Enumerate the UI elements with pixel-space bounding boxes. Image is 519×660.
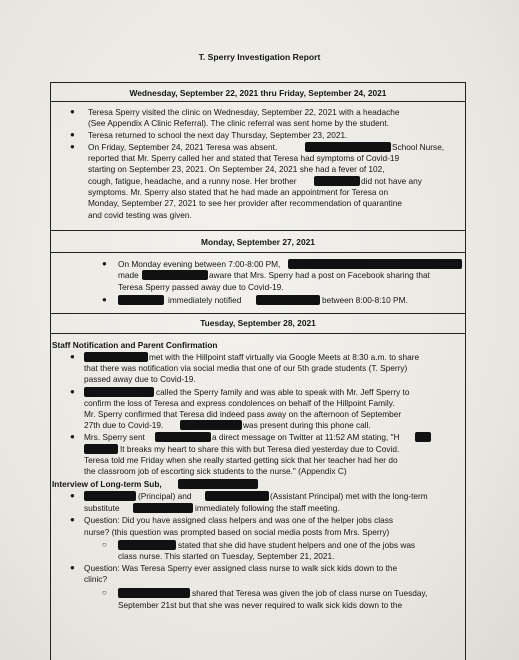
bullet: ● <box>70 142 75 151</box>
redaction <box>133 503 193 513</box>
text-line: Teresa told me Friday when she really started getting sick that her teacher had her do <box>84 455 398 465</box>
text-line: immediately notified <box>168 295 242 305</box>
text-line: (See Appendix A Clinic Referral). The clinic referral was sent home by the student. <box>88 118 389 128</box>
redaction <box>288 259 462 269</box>
text-line: (Principal) and <box>138 491 192 501</box>
text-line: stated that she did have student helpers and one of the jobs was <box>178 540 416 550</box>
bullet: ● <box>70 432 75 441</box>
text-line: Mr. Sperry confirmed that Teresa did indeed pass away on the afternoon of September <box>84 409 402 419</box>
text-line: class nurse. This started on Tuesday, September 21, 2021. <box>118 551 335 561</box>
text-line: a direct message on Twitter at 11:52 AM stating, "H <box>212 432 400 442</box>
redaction <box>314 176 360 186</box>
text-line: cough, fatigue, headache, and a runny nose. Her brother <box>88 176 297 186</box>
text-line: did not have any <box>361 176 422 186</box>
text-line: nurse? (this question was prompted based on social media posts from Mrs. Sperry) <box>84 527 390 537</box>
redaction <box>84 491 136 501</box>
text-line: shared that Teresa was given the job of class nurse on Tuesday, <box>192 588 428 598</box>
redaction <box>118 588 190 598</box>
bullet: ● <box>102 259 107 268</box>
text-line: On Friday, September 24, 2021 Teresa was absent. <box>88 142 278 152</box>
text-line: Question: Was Teresa Sperry ever assigned class nurse to walk sick kids down to the <box>84 563 398 573</box>
text-line: between 8:00-8:10 PM. <box>322 295 408 305</box>
text-line: substitute <box>84 503 120 513</box>
text-line: and covid testing was given. <box>88 210 192 220</box>
text-line: Teresa Sperry passed away due to Covid-19. <box>118 282 284 292</box>
sub-bullet: ○ <box>102 540 107 549</box>
divider <box>50 101 466 102</box>
redaction <box>180 420 242 430</box>
text-line: met with the Hillpoint staff virtually via Google Meets at 8:30 a.m. to share <box>149 352 420 362</box>
divider <box>50 313 466 314</box>
divider <box>50 333 466 334</box>
divider <box>50 230 466 231</box>
section-header-sep27: Monday, September 27, 2021 <box>201 237 315 247</box>
redaction <box>84 352 148 362</box>
redaction <box>142 270 208 280</box>
text-line: that there was notification via social media that one of our 5th grade students (T. Sperry) <box>84 363 408 373</box>
text-line: Monday, September 27, 2021 to see her provider after recommendation of quarantine <box>88 198 402 208</box>
redaction <box>415 432 431 442</box>
text-line: made <box>118 270 139 280</box>
text-line: confirm the loss of Teresa and express condolences on behalf of the Hillpoint Family. <box>84 398 395 408</box>
section-header-sep22-24: Wednesday, September 22, 2021 thru Friday, September 24, 2021 <box>129 88 387 98</box>
redaction <box>178 479 258 489</box>
subheading-staff-notification: Staff Notification and Parent Confirmation <box>52 340 218 350</box>
redaction <box>84 444 118 454</box>
text-line: the classroom job of escorting sick students to the nurse." (Appendix C) <box>84 466 347 476</box>
subheading-interview: Interview of Long-term Sub, <box>52 479 162 489</box>
bullet: ● <box>70 491 75 500</box>
bullet: ● <box>70 387 75 396</box>
text-line: On Monday evening between 7:00-8:00 PM, <box>118 259 281 269</box>
bullet: ● <box>70 515 75 524</box>
text-line: reported that Mr. Sperry called her and stated that Teresa had symptoms of Covid-19 <box>88 153 400 163</box>
redaction <box>118 540 176 550</box>
redaction <box>118 295 164 305</box>
bullet: ● <box>70 107 75 116</box>
text-line: Teresa Sperry visited the clinic on Wednesday, September 22, 2021 with a headache <box>88 107 400 117</box>
text-line: called the Sperry family and was able to speak with Mr. Jeff Sperry to <box>156 387 410 397</box>
sub-bullet: ○ <box>102 588 107 597</box>
redaction <box>305 142 391 152</box>
text-line: (Assistant Principal) met with the long-term <box>270 491 428 501</box>
text-line: It breaks my heart to share this with but Teresa died yesterday due to Covid. <box>120 444 400 454</box>
text-line: 27th due to Covid-19. <box>84 420 164 430</box>
text-line: Mrs. Sperry sent <box>84 432 145 442</box>
text-line: Teresa returned to school the next day Thursday, September 23, 2021. <box>88 130 348 140</box>
text-line: clinic? <box>84 574 108 584</box>
report-title: T. Sperry Investigation Report <box>198 52 321 62</box>
divider <box>50 252 466 253</box>
text-line: symptoms. Mr. Sperry also stated that he had made an appointment for Teresa on <box>88 187 389 197</box>
text-line: starting on September 23, 2021. On September 24, 2021 she had a fever of 102, <box>88 164 385 174</box>
text-line: was present during this phone call. <box>243 420 371 430</box>
bullet: ● <box>70 130 75 139</box>
text-line: September 21st but that she was never required to walk sick kids down to the <box>118 600 403 610</box>
bullet: ● <box>70 563 75 572</box>
text-line: aware that Mrs. Sperry had a post on Facebook sharing that <box>209 270 430 280</box>
text-line: School Nurse, <box>392 142 445 152</box>
bullet: ● <box>70 352 75 361</box>
redaction <box>155 432 211 442</box>
text-line: Question: Did you have assigned class helpers and was one of the helper jobs class <box>84 515 394 525</box>
bullet: ● <box>102 295 107 304</box>
text-line: passed away due to Covid-19. <box>84 374 196 384</box>
text-line: immediately following the staff meeting. <box>195 503 340 513</box>
section-header-sep28: Tuesday, September 28, 2021 <box>200 318 316 328</box>
redaction <box>256 295 320 305</box>
redaction <box>205 491 269 501</box>
redaction <box>84 387 154 397</box>
